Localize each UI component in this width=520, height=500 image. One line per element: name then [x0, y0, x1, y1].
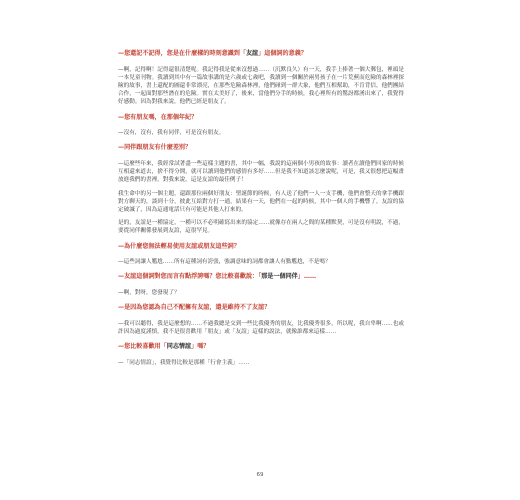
answer-text: —這些詞讓人尷尬……所有這種詞有誇張，強調意味的詞都會讓人有點尷尬，不是嗎？ [118, 259, 331, 266]
question-segment: —友誼這個詞對您而言有點浮誇嗎？您比較喜歡說：「 [118, 273, 262, 281]
question-highlight: 同志情誼 [166, 343, 192, 351]
block-gap [118, 236, 404, 243]
question-segment: —您有朋友嗎，在那個年紀？ [118, 113, 198, 121]
answer-paragraph: 是的，友誼是一種協定，一種可以不必明確寫出來的協定……就像存在兩人之間的某種默契，可是沒有明說，不過，要從同伴關係發展到友誼，這很罕見。 [118, 220, 404, 235]
question-segment: 」…… [297, 273, 317, 281]
question-segment: —是因為您認為自己不配擁有友誼，還是維持不了友誼？ [118, 304, 271, 312]
answer-paragraph: 我生命中的另一個主題，還跟那位兩個好朋友：聖誕節的時候，有人送了他們一人一支手機，他們會整天的拿手機跟對方聊天的，談到十分，彼此互給對方打一通，結果有一天，他們在一起的時候，其中一個人的手機響了，友誼的協定破滅了，因為這通電話只有可能是其他人打來的。 [118, 190, 404, 214]
block-gap [118, 352, 404, 359]
question-highlight: 那是一個同伴 [261, 273, 298, 281]
answer-text: —啊，記得啊！記得還很清楚呢。我記得我是從來沒想過……（沉默良久）有一天，我手上捧著一個大郵包，裡頭是一本兒童刊物。我讀到其中有一篇故事講的是六歲或七歲吧，我讀到一個關於兩男孩子在一片荒蕪而危險的森林裡探險的故事，書上還配的圖還非常漂亮，在那些危險森林裡，他們碰到一群大象，他們互相幫助，不肯背信，他們團結合作，一起面對那些潛在的危險。實在太美好了，後來，當他們分手的時候，我心裡所有的驚訝都湧出來了，我覺得好感動。因為對我來說，他們已經是朋友了。 [118, 66, 404, 106]
block-gap [118, 122, 404, 129]
block-gap [118, 282, 404, 289]
question-text [118, 114, 404, 123]
answer-text: —啊，對呀，您發現了？ [118, 290, 180, 297]
question-text [118, 343, 404, 352]
question-text [118, 50, 404, 59]
answer-text: —沒有，沒有，我有同伴，可是沒有朋友。 [118, 130, 225, 137]
block-gap [118, 153, 404, 160]
block-gap [118, 313, 404, 320]
block-gap [118, 107, 404, 114]
question-text [118, 144, 404, 153]
question-segment: 」嗎？ [191, 343, 210, 351]
answer-text: —這麼些年來，我經常試著盡一些這樣主題的書，其中一幅，我說的這兩個小男孩的故事：讀者在讀他們回家的時候互相還來道去，捨不得分開，就可以讀到他們的感情有多好……但是我不知道該怎麼說呢，可是，我又很想把這幅畫放進我們的書裡，對我來說，這是友誼的最佳例子！ [118, 161, 404, 184]
document-page [118, 50, 404, 367]
question-highlight: 友誼 [245, 50, 259, 57]
question-segment: —您還記不記得，您是在什麼樣的時刻意識到「 [118, 50, 246, 57]
answer-text: —我可以聽得，我是這麼想的……不過我總是交到一些比我優秀的朋友，比我優秀很多，所以呢，我自卑啊……也或許因為過度謹慎，我不是很喜歡用「朋友」或「友誼」這樣的說法，就像誰都來這樣…… [118, 320, 404, 336]
question-segment: —您比較喜歡用「 [118, 343, 167, 351]
question-text [118, 243, 404, 252]
page-number: 69 [256, 472, 264, 478]
block-gap [118, 251, 404, 258]
question-segment: 」這個詞的意義？ [258, 50, 307, 57]
question-text [118, 273, 404, 282]
question-segment: —為什麼您無法輕易使用友誼或朋友這些詞？ [118, 242, 240, 250]
answer-text: —「同志情誼」，我覺得比較是那種「行會主義」…… [118, 359, 250, 366]
question-text [118, 304, 404, 313]
question-segment: —同伴跟朋友有什麼差別？ [118, 144, 192, 152]
block-gap [118, 59, 404, 66]
